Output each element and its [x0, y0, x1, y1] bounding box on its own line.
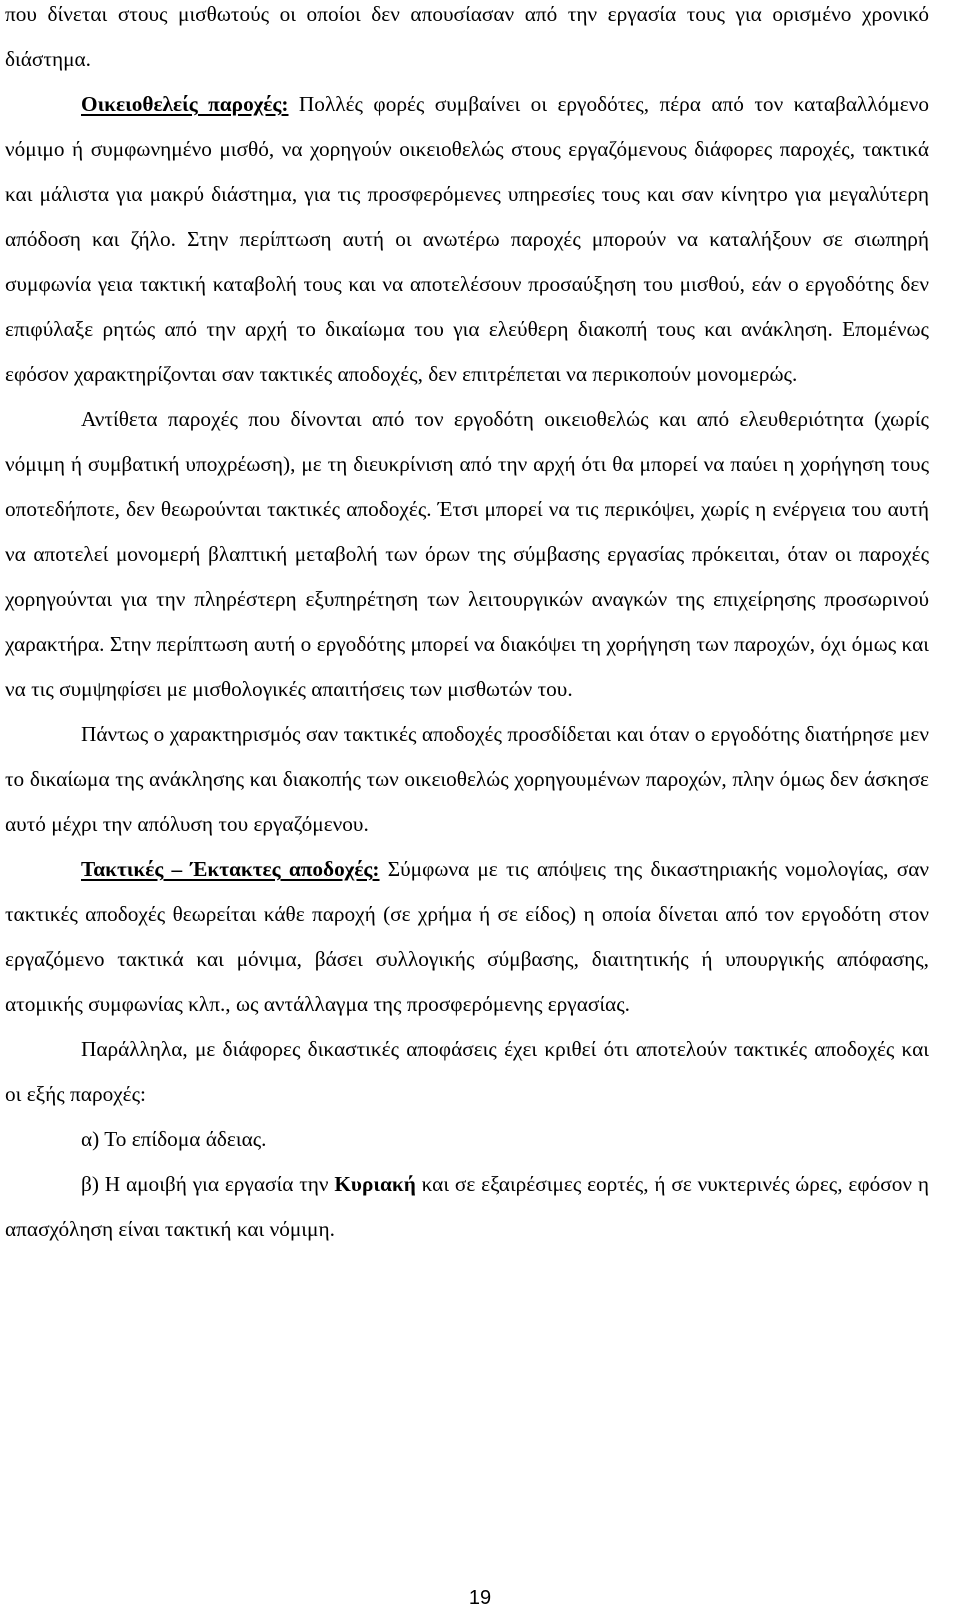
paragraph-characterization: Πάντως ο χαρακτηρισμός σαν τακτικές αποδοχές προσδίδεται και όταν ο εργοδότης διατήρησε μεν το δικαίωμα της ανάκλησης και διακοπής των οικειοθελώς χορηγουμένων παροχών, πλην όμως δεν άσκησε αυτό μέχρι την απόλυση του εργαζόμενου.: [5, 722, 929, 836]
paragraph-court-decisions: Παράλληλα, με διάφορες δικαστικές αποφάσεις έχει κριθεί ότι αποτελούν τακτικές αποδοχές και οι εξής παροχές:: [5, 1037, 929, 1106]
page-number: 19: [468, 1587, 492, 1609]
paragraph-continuation: που δίνεται στους μισθωτούς οι οποίοι δεν απουσίασαν από την εργασία τους για ορισμένο χρονικό διάστημα.: [5, 2, 929, 71]
paragraph-text: Σύμφωνα με τις απόψεις της δικαστηριακής νομολογίας, σαν τακτικές αποδοχές θεωρείται κάθε παροχή (σε χρήμα ή σε είδος) η οποία δίνεται από τον εργοδότη στον εργαζόμενο τακτικά και μόνιμα, βάσει συλλογικής σύμβασης, διαιτητικής ή υπουργικής απόφασης, ατομικής συμφωνίας κλπ., ως αντάλλαγμα της προσφερόμενης εργασίας.: [5, 857, 929, 1016]
list-item-text: και σε εξαιρέσιμες εορτές, ή σε νυκτερινές ώρες, εφόσον η απασχόληση είναι τακτική και νόμιμη.: [5, 1172, 930, 1241]
paragraph-text: Πολλές φορές συμβαίνει οι εργοδότες, πέρα από τον καταβαλλόμενο νόμιμο ή συμφωνημένο μισθό, να χορηγούν οικειοθελώς στους εργαζόμενους διάφορες παροχές, τακτικά και μάλιστα για μακρύ διάστημα, για τις προσφερόμενες υπηρεσίες τους και σαν κίνητρο για μεγαλύτερη απόδοση και ζήλο. Στην περίπτωση αυτή οι ανωτέρω παροχές μπορούν να καταλήξουν σε σιωπηρή συμφωνία γεια τακτική καταβολή τους και να αποτελέσουν προσαύξηση του μισθού, εάν ο εργοδότης δεν επιφύλαξε ρητώς από την αρχή το δικαίωμα του για ελεύθερη διακοπή τους και ανάκληση. Επομένως εφόσον χαρακτηρίζονται σαν τακτικές αποδοχές, δεν επιτρέπεται να περικοπούν μονομερώς.: [5, 92, 929, 386]
document-body: [5, 0, 929, 1252]
paragraph-contrary-benefits: Αντίθετα παροχές που δίνονται από τον εργοδότη οικειοθελώς και από ελευθεριότητα (χωρίς νόμιμη ή συμβατική υποχρέωση), με τη διευκρίνιση από την αρχή ότι θα μπορεί να παύει η χορήγηση τους οποτεδήποτε, δεν θεωρούνται τακτικές αποδοχές. Έτσι μπορεί να τις περικόψει, χωρίς η ενέργεια του αυτή να αποτελεί μονομερή βλαπτική μεταβολή των όρων της σύμβασης εργασίας πρόκειται, όταν οι παροχές χορηγούνται για την πληρέστερη εξυπηρέτηση των λειτουργικών αναγκών της επιχείρησης προσωρινού χαρακτήρα. Στην περίπτωση αυτή ο εργοδότης μπορεί να διακόψει τη χορήγηση των παροχών, όχι όμως και να τις συμψηφίσει με μισθολογικές απαιτήσεις των μισθωτών του.: [5, 407, 929, 701]
bold-term-sunday: Κυριακή: [334, 1172, 416, 1196]
list-item-b: [5, 1162, 929, 1252]
term-regular-extraordinary: Τακτικές – Έκτακτες αποδοχές:: [81, 857, 380, 881]
list-item-a: α) Το επίδομα άδειας.: [81, 1127, 267, 1151]
term-voluntary-benefits: Οικειοθελείς παροχές:: [81, 92, 289, 116]
paragraph-regular-extraordinary: [5, 847, 929, 1027]
list-item-text: β) Η αμοιβή για εργασία την: [81, 1172, 335, 1196]
paragraph-voluntary-benefits: [5, 82, 929, 397]
